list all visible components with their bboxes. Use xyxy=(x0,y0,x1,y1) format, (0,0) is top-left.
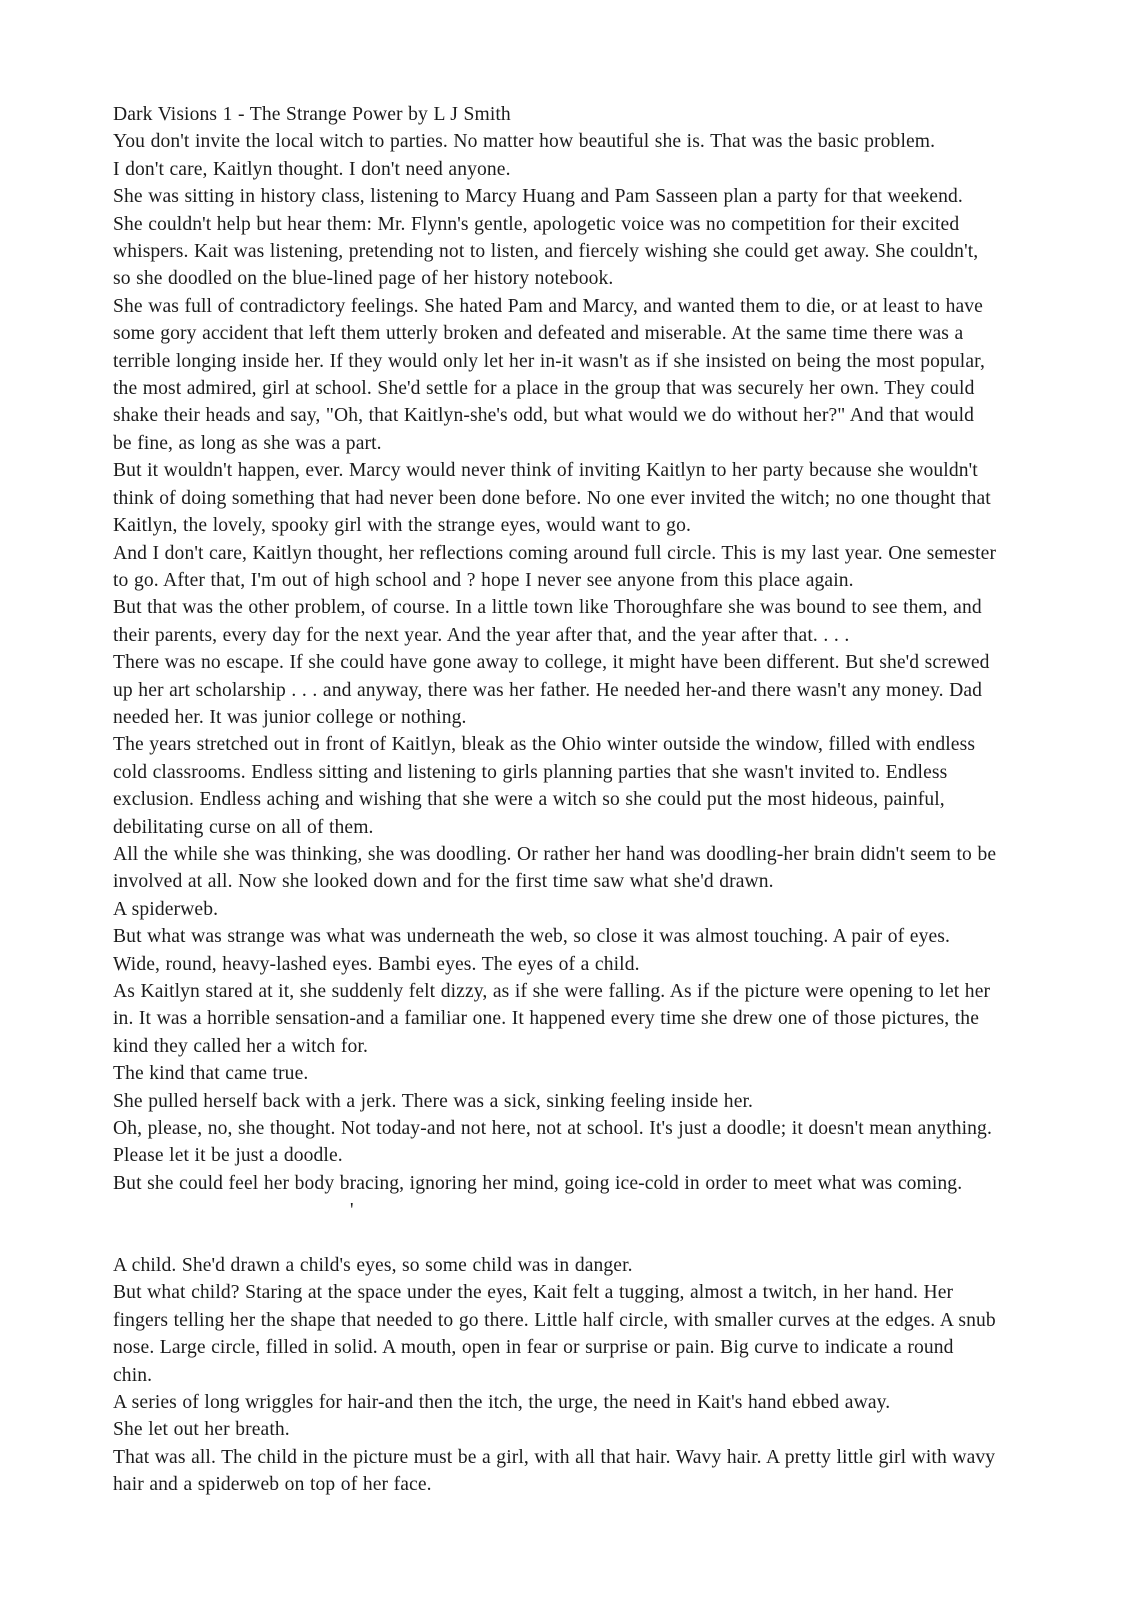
blank-line xyxy=(113,1225,997,1252)
paragraph: But she could feel her body bracing, ignoring her mind, going ice-cold in order to meet what was coming. xyxy=(113,1172,963,1194)
paragraph: But that was the other problem, of course. In a little town like Thoroughfare she was bound to see them, and their parents, every day for the next year. And the year after that, and the year after that. . . . xyxy=(113,597,982,646)
document-title: Dark Visions 1 - The Strange Power by L J Smith xyxy=(113,104,511,125)
paragraph: Please let it be just a doodle. xyxy=(113,1145,343,1167)
paragraph: But what child? Staring at the space under the eyes, Kait felt a tugging, almost a twitch, in her hand. Her fingers telling her the shape that needed to go there. Little half circle, with smaller curves at the edges. A snub nose. Large circle, filled in solid. A mouth, open in fear or surprise or pain. Big curve to indicate a round chin. xyxy=(113,1282,996,1386)
paragraph: The years stretched out in front of Kaitlyn, bleak as the Ohio winter outside the window, filled with endless cold classrooms. Endless sitting and listening to girls planning parties that she wasn't invited to. Endless exclusion. Endless aching and wishing that she were a witch so she could put the most hideous, painful, debilitating curse on all of them. xyxy=(113,734,976,838)
paragraph: There was no escape. If she could have gone away to college, it might have been different. But she'd screwed up her art scholarship . . . and anyway, there was her father. He needed her-and there wasn't any money. Dad needed her. It was junior college or nothing. xyxy=(113,652,990,728)
paragraph: She pulled herself back with a jerk. There was a sick, sinking feeling inside her. xyxy=(113,1090,754,1112)
paragraph: But it wouldn't happen, ever. Marcy would never think of inviting Kaitlyn to her party because she wouldn't think of doing something that had never been done before. No one ever invited the witch; no one thought that Kaitlyn, the lovely, spooky girl with the strange eyes, would want to go. xyxy=(113,460,991,537)
paragraph: She was full of contradictory feelings. She hated Pam and Marcy, and wanted them to die, or at least to have some gory accident that left them utterly broken and defeated and miserable. At the same time there was a terrible longing inside her. If they would only let her in-it wasn't as if she insisted on being the most popular, the most admired, girl at school. She'd settle for a place in the group that was securely her own. They could shake their heads and say, "Oh, that Kaitlyn-she's odd, but what would we do without her?" And that would be fine, as long as she was a part. xyxy=(113,295,985,454)
paragraph: You don't invite the local witch to parties. No matter how beautiful she is. That was the basic problem. xyxy=(113,131,936,153)
paragraph: I don't care, Kaitlyn thought. I don't need anyone. xyxy=(113,158,511,180)
paragraph: But what was strange was what was underneath the web, so close it was almost touching. A pair of eyes. Wide, round, heavy-lashed eyes. Bambi eyes. The eyes of a child. xyxy=(113,926,951,975)
paragraph: The kind that came true. xyxy=(113,1063,309,1085)
paragraph: And I don't care, Kaitlyn thought, her reflections coming around full circle. This is my last year. One semester to go. After that, I'm out of high school and ? hope I never see anyone from this place again. xyxy=(113,542,997,591)
text-block xyxy=(113,101,997,1499)
paragraph: As Kaitlyn stared at it, she suddenly felt dizzy, as if she were falling. As if the picture were opening to let her in. It was a horrible sensation-and a familiar one. It happened every time she drew one of those pictures, the kind they called her a witch for. xyxy=(113,981,991,1057)
paragraph: She was sitting in history class, listening to Marcy Huang and Pam Sasseen plan a party for that weekend. She couldn't help but hear them: Mr. Flynn's gentle, apologetic voice was no competition for their excited whispers. Kait was listening, pretending not to listen, and fiercely wishing she could get away. She couldn't, so she doodled on the blue-lined page of her history notebook. xyxy=(113,186,979,290)
paragraph: A child. She'd drawn a child's eyes, so some child was in danger. xyxy=(113,1255,633,1277)
paragraph: She let out her breath. xyxy=(113,1419,290,1441)
paragraph: A series of long wriggles for hair-and then the itch, the urge, the need in Kait's hand ebbed away. xyxy=(113,1392,891,1414)
stray-apostrophe-mark: ' xyxy=(350,1200,354,1222)
paragraph: Oh, please, no, she thought. Not today-and not here, not at school. It's just a doodle; it doesn't mean anything. xyxy=(113,1118,992,1140)
paragraph: That was all. The child in the picture must be a girl, with all that hair. Wavy hair. A pretty little girl with wavy hair and a spiderweb on top of her face. xyxy=(113,1446,996,1496)
paragraph: All the while she was thinking, she was doodling. Or rather her hand was doodling-her brain didn't seem to be involved at all. Now she looked down and for the first time saw what she'd drawn. xyxy=(113,843,997,893)
paragraph: A spiderweb. xyxy=(113,898,219,920)
